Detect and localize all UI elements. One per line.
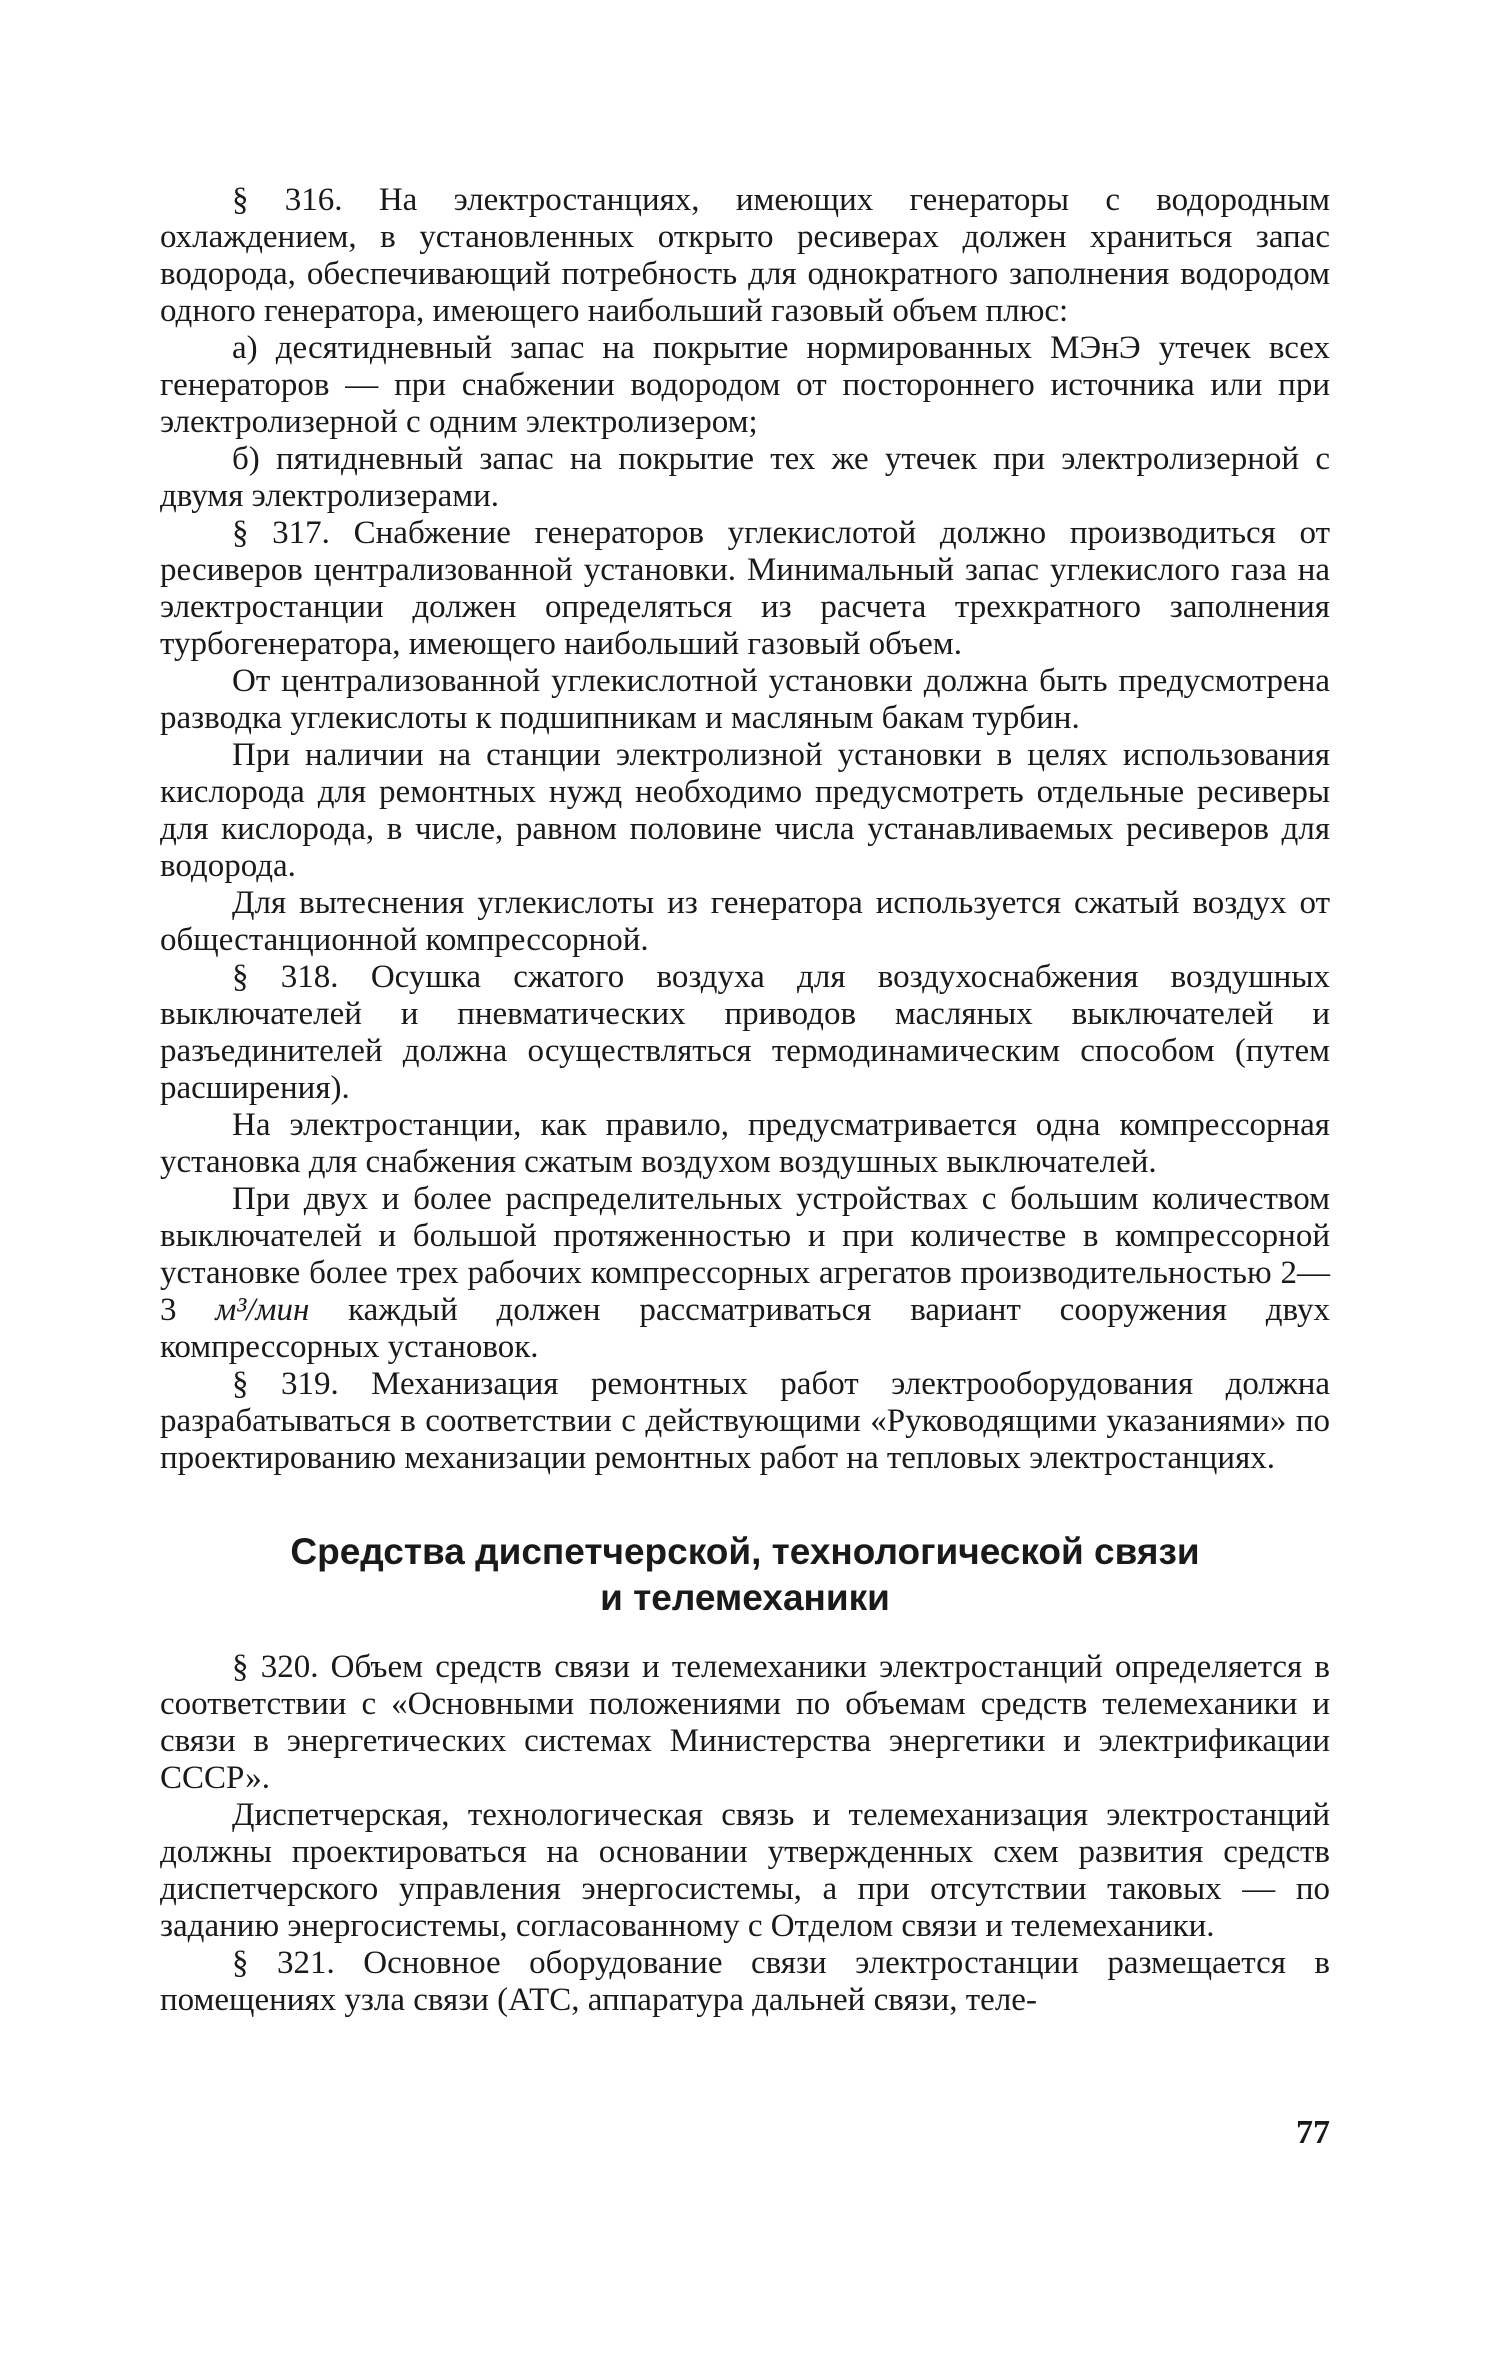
section-heading-line-2: и телемеханики [600,1577,890,1618]
paragraph-321: § 321. Основное оборудование связи электростанции размещается в помещениях узла связи (АТС, аппаратура дальней связи, теле- [160,1945,1330,2018]
unit-m3-per-min: м³/мин [215,1292,310,1328]
paragraph-316: § 316. На электростанциях, имеющих генераторы с водородным охлаждением, в установленных открыто ресиверах должен храниться запас водорода, обеспечивающий потребность для однократного заполнения водородом одного генератора, имеющего наибольший газовый объем плюс: [160,182,1330,329]
book-page [160,182,1330,2151]
page-number: 77 [1296,2114,1330,2151]
paragraph-320-b: Диспетчерская, технологическая связь и телемеханизация электростанций должны проектироваться на основании утвержденных схем развития средств диспетчерского управления энергосистемы, а при отсутствии таковых — по заданию энергосистемы, согласованному с Отделом связи и телемеханики. [160,1797,1330,1944]
paragraph-318-c-text: При двух и более распределительных устройствах с большим количеством выключателей и большой протяженностью и при количестве в компрессорной установке более трех рабочих компрессорных агрегатов производительностью 2—3 [160,1181,1330,1328]
paragraph-317: § 317. Снабжение генераторов углекислотой должно производиться от ресиверов централизованной установки. Минимальный запас углекислого газа на электростанции должен определяться из расчета трехкратного заполнения турбогенератора, имеющего наибольший газовый объем. [160,515,1330,662]
section-heading-line-1: Средства диспетчерской, технологической связи [290,1531,1200,1572]
paragraph-317-c: При наличии на станции электролизной установки в целях использования кислорода для ремонтных нужд необходимо предусмотреть отдельные ресиверы для кислорода, в числе, равном половине числа устанавливаемых ресиверов для водорода. [160,737,1330,884]
paragraph-317-b: От централизованной углекислотной установки должна быть предусмотрена разводка углекислоты к подшипникам и масляным бакам турбин. [160,663,1330,736]
paragraph-318-c [160,1181,1330,1366]
paragraph-319: § 319. Механизация ремонтных работ электрооборудования должна разрабатываться в соответствии с действующими «Руководящими указаниями» по проектированию механизации ремонтных работ на тепловых электростанциях. [160,1366,1330,1476]
paragraph-316-b: б) пятидневный запас на покрытие тех же утечек при электролизерной с двумя электролизерами. [160,441,1330,514]
paragraph-318-b: На электростанции, как правило, предусматривается одна компрессорная установка для снабжения сжатым воздухом воздушных выключателей. [160,1107,1330,1180]
paragraph-316-a: а) десятидневный запас на покрытие нормированных МЭнЭ утечек всех генераторов — при снабжении водородом от постороннего источника или при электролизерной с одним электролизером; [160,330,1330,440]
paragraph-320: § 320. Объем средств связи и телемеханики электростанций определяется в соответствии с «Основными положениями по объемам средств телемеханики и связи в энергетических системах Министерства энергетики и электрификации СССР». [160,1649,1330,1796]
paragraph-318: § 318. Осушка сжатого воздуха для воздухоснабжения воздушных выключателей и пневматических приводов масляных выключателей и разъединителей должна осуществляться термодинамическим способом (путем расширения). [160,959,1330,1106]
paragraph-317-d: Для вытеснения углекислоты из генератора используется сжатый воздух от общестанционной компрессорной. [160,885,1330,958]
section-heading [160,1529,1330,1621]
paragraph-318-c-text-end: каждый должен рассматриваться вариант сооружения двух компрессорных установок. [160,1292,1330,1365]
